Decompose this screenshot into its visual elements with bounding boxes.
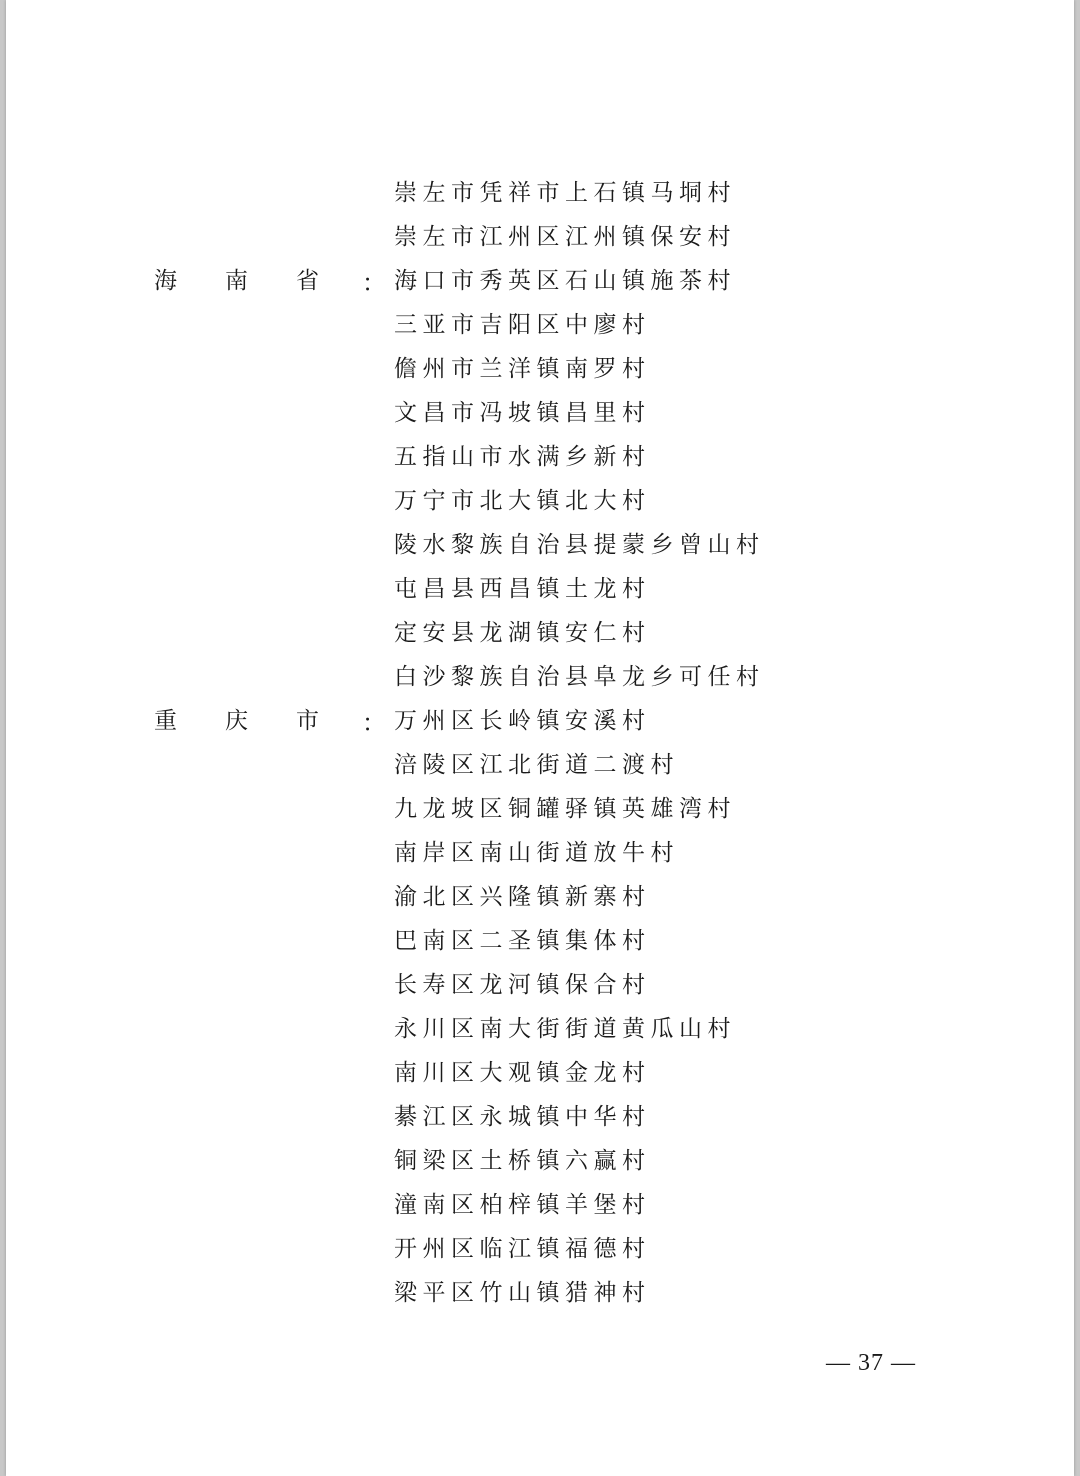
village-name: 永川区南大街街道黄瓜山村 <box>394 1016 736 1042</box>
village-name: 巴南区二圣镇集体村 <box>394 928 651 954</box>
province-label <box>154 259 319 303</box>
list-item <box>6 347 1074 391</box>
village-name: 梁平区竹山镇猎神村 <box>394 1280 651 1306</box>
village-name: 渝北区兴隆镇新寨村 <box>394 884 651 910</box>
list-item <box>6 1271 1074 1315</box>
list-item <box>6 479 1074 523</box>
list-item <box>6 787 1074 831</box>
village-name: 崇左市凭祥市上石镇马垌村 <box>394 180 736 206</box>
village-name: 万州区长岭镇安溪村 <box>394 708 651 734</box>
list-item <box>6 1227 1074 1271</box>
list-item <box>6 523 1074 567</box>
list-item <box>6 743 1074 787</box>
village-name: 白沙黎族自治县阜龙乡可任村 <box>394 664 765 690</box>
village-name: 五指山市水满乡新村 <box>394 444 651 470</box>
village-name: 海口市秀英区石山镇施茶村 <box>394 268 736 294</box>
village-name: 綦江区永城镇中华村 <box>394 1104 651 1130</box>
village-name: 万宁市北大镇北大村 <box>394 488 651 514</box>
list-item <box>6 391 1074 435</box>
list-item <box>6 215 1074 259</box>
province-char: 省 <box>296 268 319 294</box>
province-char: 市 <box>296 708 319 734</box>
document-page <box>6 0 1074 1476</box>
list-item <box>6 655 1074 699</box>
list-item <box>6 831 1074 875</box>
province-label <box>154 699 319 743</box>
list-item <box>6 435 1074 479</box>
list-item <box>6 963 1074 1007</box>
village-name: 铜梁区土桥镇六赢村 <box>394 1148 651 1174</box>
province-char: 庆 <box>225 708 248 734</box>
village-name: 南岸区南山街道放牛村 <box>394 840 679 866</box>
province-colon: ： <box>362 709 386 737</box>
village-name: 定安县龙湖镇安仁村 <box>394 620 651 646</box>
province-colon: ： <box>362 269 386 297</box>
village-name: 九龙坡区铜罐驿镇英雄湾村 <box>394 796 736 822</box>
list-item <box>6 567 1074 611</box>
list-item <box>6 171 1074 215</box>
list-item <box>6 259 1074 303</box>
list-item <box>6 611 1074 655</box>
province-char: 海 <box>154 268 177 294</box>
village-name: 潼南区柏梓镇羊堡村 <box>394 1192 651 1218</box>
list-item <box>6 919 1074 963</box>
village-name: 开州区临江镇福德村 <box>394 1236 651 1262</box>
village-name: 儋州市兰洋镇南罗村 <box>394 356 651 382</box>
list-item <box>6 1095 1074 1139</box>
province-char: 南 <box>225 268 248 294</box>
village-name: 长寿区龙河镇保合村 <box>394 972 651 998</box>
village-name: 陵水黎族自治县提蒙乡曾山村 <box>394 532 765 558</box>
list-item <box>6 699 1074 743</box>
list-item <box>6 1051 1074 1095</box>
list-item <box>6 1183 1074 1227</box>
list-item <box>6 303 1074 347</box>
village-list <box>6 171 1074 1315</box>
list-item <box>6 875 1074 919</box>
village-name: 文昌市冯坡镇昌里村 <box>394 400 651 426</box>
village-name: 崇左市江州区江州镇保安村 <box>394 224 736 250</box>
village-name: 南川区大观镇金龙村 <box>394 1060 651 1086</box>
list-item <box>6 1139 1074 1183</box>
list-item <box>6 1007 1074 1051</box>
village-name: 三亚市吉阳区中廖村 <box>394 312 651 338</box>
village-name: 屯昌县西昌镇土龙村 <box>394 576 651 602</box>
page-number: — 37 — <box>826 1350 916 1376</box>
province-char: 重 <box>154 708 177 734</box>
village-name: 涪陵区江北街道二渡村 <box>394 752 679 778</box>
